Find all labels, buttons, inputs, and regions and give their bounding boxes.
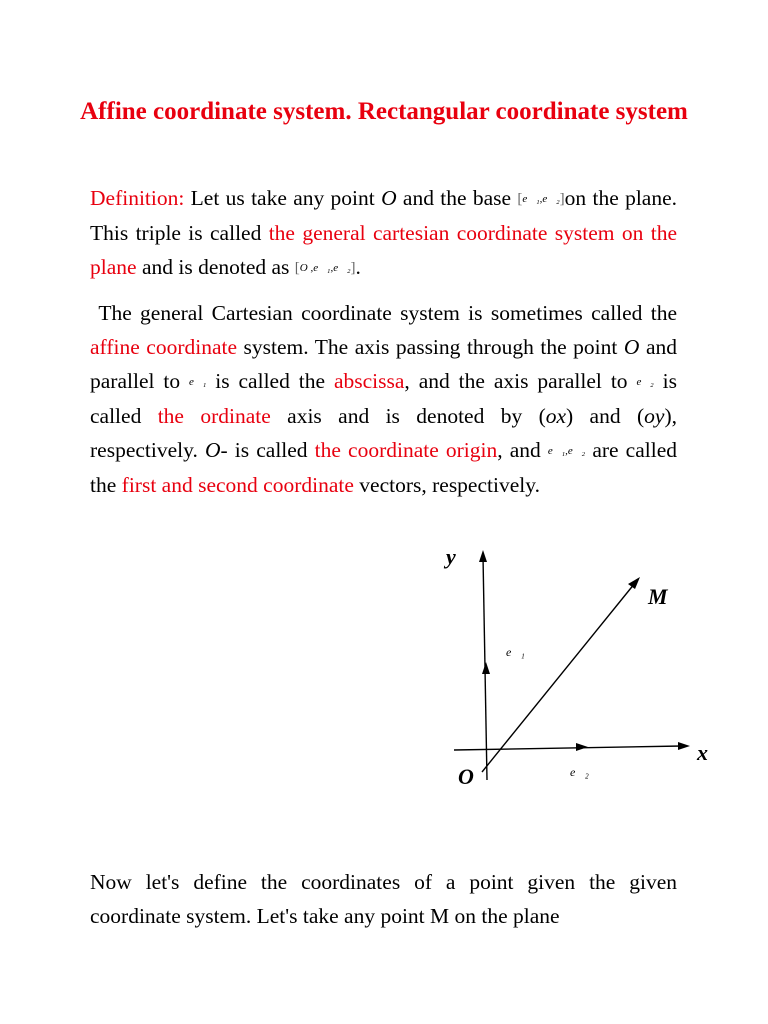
e2-arrowhead <box>576 743 588 751</box>
point-o: O <box>204 438 221 462</box>
text-segment: - is called <box>220 438 315 462</box>
text-segment: and parallel to <box>90 335 677 393</box>
highlight-term: affine coordinate <box>90 335 238 359</box>
text-segment: ) and ( <box>566 404 645 428</box>
text-segment: and the base <box>396 186 518 210</box>
e1-label: e⃗₁ <box>506 645 525 659</box>
highlight-term: the general cartesian coordinate system on the plane <box>90 221 677 279</box>
highlight-term: abscissa <box>333 369 405 393</box>
text-segment: system. The axis passing through the point <box>237 335 624 359</box>
point-o: O <box>623 335 640 359</box>
e2-label: e⃗₂ <box>570 765 589 779</box>
text-segment: Let us take any point <box>184 186 382 210</box>
text-segment: axis and is denoted by ( <box>270 404 546 428</box>
coordinate-triple: O ,e⃗₁,e⃗₂ <box>299 262 351 274</box>
affine-paragraph <box>90 296 677 502</box>
highlight-term: first and second coordinate <box>121 473 354 497</box>
text-segment: , and the axis parallel to <box>404 369 637 393</box>
x-axis-arrowhead <box>678 742 690 750</box>
vector-e1: e⃗₁ <box>189 376 207 388</box>
origin-label: O <box>458 764 474 789</box>
text-segment: . <box>355 255 361 279</box>
base-vectors: e⃗₁,e⃗₂ <box>522 193 560 205</box>
text-segment: vectors, respectively. <box>353 473 540 497</box>
text-segment: are called the <box>90 438 678 497</box>
x-axis-label: x <box>697 740 708 765</box>
axis-ox: ox <box>545 404 567 428</box>
definition-paragraph: Definition: Let us take any point O and the base [e⃗₁,e⃗₂]on the plane. This triple is called the general cartesian coordinate system on the plane and is denoted as [O ,e⃗₁,e⃗₂]. <box>90 186 678 279</box>
highlight-term: the coordinate origin <box>314 438 498 462</box>
definition-label: Definition: <box>90 186 185 210</box>
page-title: Affine coordinate system. Rectangular coordinate system <box>80 98 688 125</box>
y-axis-arrowhead <box>479 550 487 562</box>
text-segment: on the plane. This triple is called <box>90 186 678 245</box>
axis-oy: oy <box>644 404 665 428</box>
text-segment: and is denoted as <box>136 255 295 279</box>
text-segment: The general Cartesian coordinate system is sometimes called the <box>98 301 678 325</box>
highlight-term: the ordinate <box>157 404 271 428</box>
text-segment: is called <box>90 369 678 428</box>
om-segment <box>482 583 635 772</box>
y-axis-label: y <box>446 544 456 569</box>
coordinates-paragraph: Now let's define the coordinates of a point given the given coordinate system. Let's take any point M on the plane <box>90 870 677 928</box>
e1-arrowhead <box>482 662 490 674</box>
vectors-e1-e2: e⃗₁,e⃗₂ <box>547 445 586 457</box>
text-segment: ), respectively. <box>90 404 677 462</box>
point-m-label: M <box>648 584 668 609</box>
vector-e2: e⃗₂ <box>636 376 654 388</box>
text-segment: , and <box>497 438 548 462</box>
text-segment: is called the <box>206 369 334 393</box>
coordinate-diagram <box>430 540 730 820</box>
point-o: O <box>381 186 397 210</box>
x-axis <box>454 746 682 750</box>
om-arrowhead <box>628 577 640 589</box>
